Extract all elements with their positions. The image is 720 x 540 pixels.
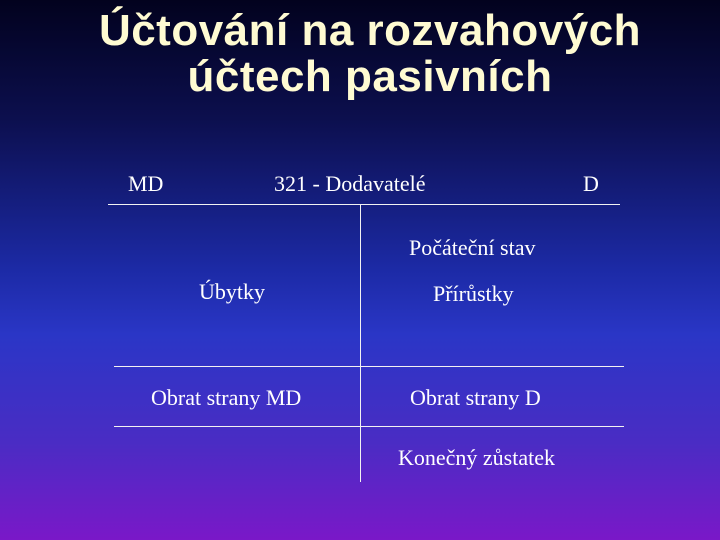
slide-title-line-1: Účtování na rozvahových <box>98 6 642 55</box>
opening-balance-label: Počáteční stav <box>409 235 536 260</box>
debit-side-label: MD <box>128 171 164 196</box>
t-account-top-line <box>108 204 620 205</box>
increases-label: Přírůstky <box>433 281 514 306</box>
slide-title <box>0 8 720 100</box>
credit-side-label: D <box>583 171 599 196</box>
slide-title-line-2: účtech pasivních <box>187 52 553 101</box>
t-account-center-line <box>360 204 361 482</box>
turnover-separator-line <box>114 366 624 367</box>
closing-separator-line <box>114 426 624 427</box>
debit-turnover-label: Obrat strany MD <box>151 385 302 410</box>
account-name: 321 - Dodavatelé <box>274 171 426 196</box>
decreases-label: Úbytky <box>199 279 265 304</box>
closing-balance-label: Konečný zůstatek <box>398 445 555 470</box>
credit-turnover-label: Obrat strany D <box>410 385 541 410</box>
